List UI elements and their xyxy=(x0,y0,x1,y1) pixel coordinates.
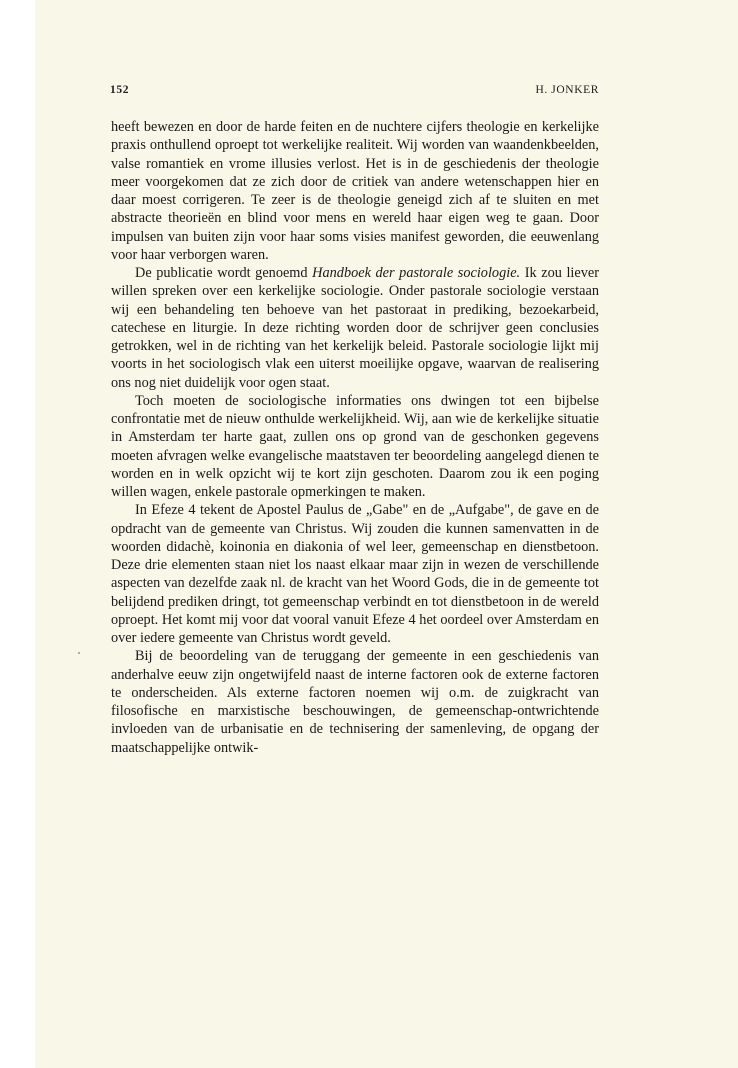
running-head: H. JONKER xyxy=(535,84,599,96)
book-title: Handboek der pastorale sociologie. xyxy=(312,265,521,281)
paragraph: In Efeze 4 tekent de Apostel Paulus de „Gabe" en de „Aufgabe", de gave en de opdracht van de gemeente van Christus. Wij zouden die kunnen samenvatten in de woorden didachè, koinonia en diakonia of wel leer, gemeenschap en dienstbetoon. Deze drie elementen staan niet los naast elkaar maar zijn in wezen de verschillende aspecten van dezelfde zaak nl. de kracht van het Woord Gods, die in de gemeente tot belijdend prediken dringt, tot gemeenschap verbindt en tot dienstbetoon in de wereld oproept. Het komt mij voor dat vooral vanuit Efeze 4 het oordeel over Amsterdam en over iedere gemeente van Christus wordt geveld. xyxy=(111,502,599,646)
paragraph: Bij de beoordeling van de teruggang der gemeente in een geschiedenis van anderhalve eeuw zijn ongetwijfeld naast de interne factoren ook de externe factoren te onderscheiden. Als externe factoren noemen wij o.m. de zuigkracht van filosofische en marxistische beschouwingen, de gemeenschap-ontwrichtende invloeden van de urbanisatie en de technisering der samenleving, de opgang der maatschappelijke ontwik- xyxy=(111,648,599,756)
paragraph: Toch moeten de sociologische informaties ons dwingen tot een bijbelse confrontatie met de nieuw onthulde werkelijkheid. Wij, aan wie de kerkelijke situatie in Amsterdam ter harte gaat, zullen ons op grond van de geschonken gegevens moeten afvragen welke evangelische maatstaven ter beoordeling aangelegd dienen te worden en in welk opzicht wij te kort zijn geschoten. Daarom zou ik een poging willen wagen, enkele pastorale opmerkingen te maken. xyxy=(111,392,599,500)
paragraph: heeft bewezen en door de harde feiten en de nuchtere cijfers theologie en kerkelijke praxis onthullend oproept tot werkelijke realiteit. Wij worden van waandenkbeelden, valse romantiek en vrome illusies verlost. Het is in de geschiedenis der theologie meer voorgekomen dat ze zich door de critiek van andere wetenschappen hier en daar moest corrigeren. Te zeer is de theologie geneigd zich af te sluiten en met abstracte theorieën en blind voor mens en wereld haar eigen weg te gaan. Door impulsen van buiten zijn voor haar soms visies manifest geworden, die eeuwenlang voor haar verborgen waren. xyxy=(111,119,599,263)
page-header xyxy=(110,84,599,104)
paragraph xyxy=(111,264,599,392)
page-number: 152 xyxy=(110,84,130,96)
body-text xyxy=(111,118,599,757)
scan-margin xyxy=(0,0,35,1068)
scan-speck xyxy=(78,652,80,654)
paragraph-rest: Ik zou liever willen spreken over een kerkelijke sociologie. Onder pastorale sociologie verstaan wij een behandeling ten behoeve van het pastoraat in prediking, bezoekarbeid, catechese en liturgie. In deze richting worden door de schrijver geen conclusies getrokken, wel in de richting van het kerkelijk beleid. Pastorale sociologie lijkt mij voorts in het sociologisch vlak een uiterst moeilijke opgave, waarvan de realisering ons nog niet duidelijk voor ogen staat. xyxy=(111,265,599,391)
paragraph-lead: De publicatie wordt genoemd xyxy=(135,265,313,281)
